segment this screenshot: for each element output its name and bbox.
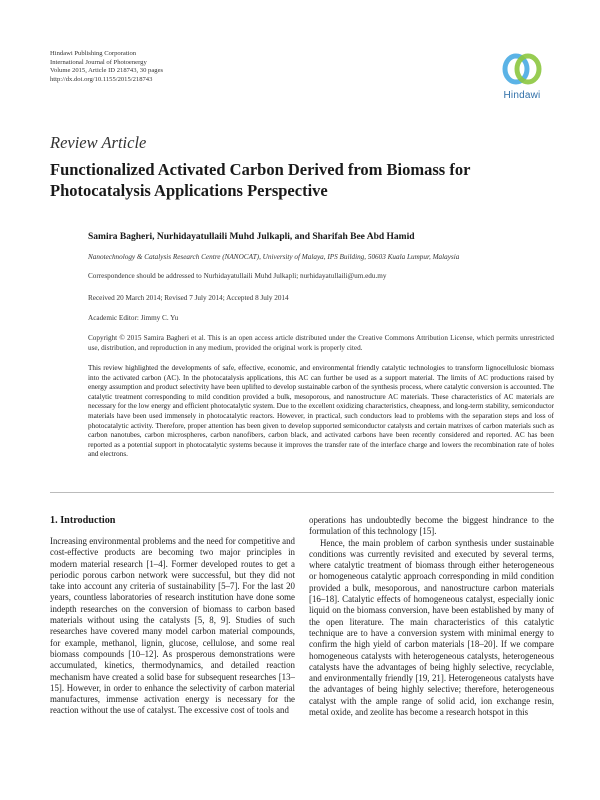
publication-dates: Received 20 March 2014; Revised 7 July 2014; Accepted 8 July 2014 [88, 294, 289, 302]
author-list: Samira Bagheri, Nurhidayatullaili Muhd Julkapli, and Sharifah Bee Abd Hamid [88, 232, 415, 242]
copyright-notice: Copyright © 2015 Samira Bagheri et al. This is an open access article distributed under the Creative Commons Attribution License, which permits unrestricted use, distribution, and reproduction in any medium, provided the original work is properly cited. [88, 334, 554, 352]
volume-line: Volume 2015, Article ID 218743, 30 pages [50, 67, 164, 75]
body-column-left [50, 536, 295, 717]
doi-link[interactable]: http://dx.doi.org/10.1155/2015/218743 [50, 75, 153, 83]
body-paragraph: Hence, the main problem of carbon synthesis under sustainable conditions was currently revisited and executed by several terms, where catalytic treatment of biomass through either heterogeneous or homogeneous catalytic approach corresponding in mild condition provided a bulk, mesoporous, and nanostructure carbon materials [16–18]. Catalytic effects of homogeneous catalyst, especially ionic liquid on the biomass conversion, have been established by many of the open literature. The main characteristics of this catalytic technique are to have a conversion system with minimal energy to confirm the high yield of carbon materials [18–20]. If we compare homogeneous catalysts with heterogeneous catalysts, heterogeneous catalysts have the advantages of being highly selective, recyclable, and environmentally friendly [19, 21]. Heterogeneous catalysts have the advantages of being highly selective; therefore, heterogeneous catalyst with the ample range of solid acid, ion exchange resin, metal oxide, and zeolite has become a research hotspot in this [309, 537, 554, 718]
journal-name: International Journal of Photoenergy [50, 58, 147, 66]
hindawi-logo-icon [501, 49, 543, 89]
academic-editor: Academic Editor: Jimmy C. Yu [88, 314, 179, 322]
section-divider [50, 492, 554, 493]
body-paragraph: Increasing environmental problems and the need for competitive and cost-effective products are becoming two major principles in modern material research [1–4]. Former developed routes to get a periodic porous carbon network were successful, but they did not take into account any criteria of sustainability [5–7]. For the last 20 years, countless laboratories of research institution have done some indepth researches on the conversion of biomass to carbon based materials without using the catalysts [5, 8, 9]. Studies of such researches have covered many model carbon material compounds, for example, methanol, lignin, glucose, cellulose, and some real biomass compounds [10–12]. As prosperous demonstrations were accumulated, kinetics, thermodynamics, and detailed reaction mechanism have created a solid base for subsequent researches [13–15]. However, in order to enhance the selectivity of carbon material manufactures, immense activation energy is necessary for the reaction without the use of catalyst. The excessive cost of tools and [50, 536, 295, 716]
abstract: This review highlighted the developments of safe, effective, economic, and environmental friendly catalytic technologies to transform lignocellulosic biomass into the activated carbon (AC). In the photocatalysis applications, this AC can further be used as a support material. The limits of AC productions raised by energy assumption and product selectivity have been uplifted to develop sustainable carbon of the synthesis process, where catalytic conversion is accounted. The catalytic treatment corresponding to mild condition provided a bulk, mesoporous, and nanostructure AC materials. These characteristics of AC materials are necessary for the low energy and efficient photocatalytic system. Due to the excellent oxidizing characteristics, cheapness, and long-term stability, semiconductor materials have been used immensely in photocatalytic reactors. However, in practical, such conductors lead to problems with the separation steps and loss of photocatalytic activity. Therefore, proper attention has been given to develop supported semiconductor catalysts and certain matrixes of carbon materials such as carbon nanotubes, carbon microspheres, carbon nanofibers, carbon black, and activated carbons have been recently considered and reported. AC has been reported as a potential support in photocatalytic systems because it improves the transfer rate of the interface charge and lowers the recombination rate of holes and electrons. [88, 364, 554, 459]
hindawi-logo [497, 49, 547, 105]
logo-text: Hindawi [503, 90, 541, 101]
article-type: Review Article [50, 133, 147, 152]
publisher-name: Hindawi Publishing Corporation [50, 50, 137, 57]
body-paragraph: operations has undoubtedly become the biggest hindrance to the formulation of this technology [15]. [309, 515, 554, 537]
body-column-right [309, 515, 554, 718]
section-heading: 1. Introduction [50, 515, 116, 526]
affiliation: Nanotechnology & Catalysis Research Centre (NANOCAT), University of Malaya, IPS Building, 50603 Kuala Lumpur, Malaysia [88, 253, 460, 261]
journal-header [50, 50, 350, 84]
correspondence: Correspondence should be addressed to Nurhidayatullaili Muhd Julkapli; nurhidayatullaili@um.edu.my [88, 272, 387, 280]
paper-title: Functionalized Activated Carbon Derived from Biomass for Photocatalysis Applications Perspective [50, 160, 471, 200]
